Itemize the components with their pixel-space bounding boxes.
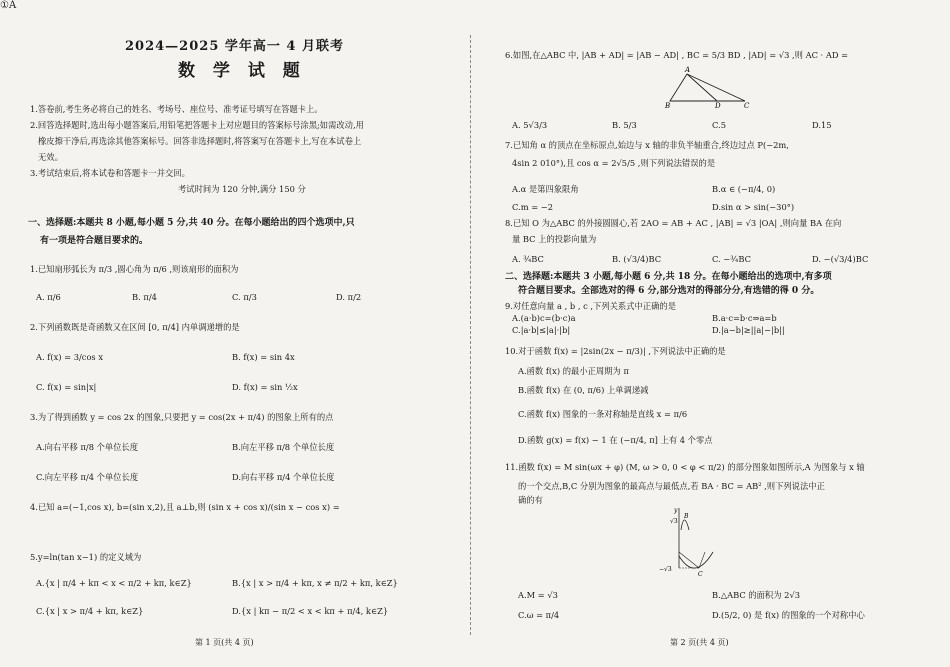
q10-option-c: C.函数 f(x) 图象的一条对称轴是直线 x = π/6 bbox=[518, 409, 688, 419]
q3-option-b: B.向左平移 π/8 个单位长度 bbox=[232, 442, 335, 452]
segment-ad bbox=[687, 74, 717, 101]
q2-option-d: D. f(x) = sin ½x bbox=[232, 382, 298, 392]
q6-option-c: C.5 bbox=[712, 120, 726, 130]
q4-stem: 4.已知 a=(−1,cos x), b=(sin x,2),且 a⊥b,则 (sin x + cos x)/(sin x − cos x) = bbox=[30, 502, 340, 512]
q1-stem: 1.已知扇形弧长为 π/3 ,圆心角为 π/6 ,则该扇形的面积为 bbox=[30, 264, 239, 274]
instruction-2: 2.回答选择题时,选出每小题答案后,用铅笔把答题卡上对应题目的答案标号涂黑;如需改动,用 bbox=[30, 120, 364, 130]
q8-option-c: C. −¾BC bbox=[712, 254, 751, 264]
section1-heading: 一、选择题:本题共 8 小题,每小题 5 分,共 40 分。在每小题给出的四个选项中,只 bbox=[28, 218, 355, 228]
instruction-3: 3.考试结束后,将本试卷和答题卡一并交回。 bbox=[30, 168, 190, 178]
q9-option-d: D.|a−b|≥||a|−|b|| bbox=[712, 325, 785, 335]
q7-option-c: C.m = −2 bbox=[512, 202, 554, 212]
label-a: A bbox=[685, 66, 691, 74]
q7-option-b: B.α ∈ (−π/4, 0) bbox=[712, 184, 776, 194]
label-minus-sqrt3: −√3 bbox=[659, 566, 672, 573]
q5-option-d: D.{x | kπ − π/2 < x < kπ + π/4, k∈Z} bbox=[232, 606, 389, 616]
q11-stem-end: 确的有 bbox=[518, 495, 543, 505]
q3-stem: 3.为了得到函数 y = cos 2x 的图象,只要把 y = cos(2x + π/4) 的图象上所有的点 bbox=[30, 412, 334, 422]
q2-option-a: A. f(x) = 3/cos x bbox=[36, 352, 104, 362]
q3-option-d: D.向右平移 π/4 个单位长度 bbox=[232, 472, 335, 482]
q7-option-d: D.sin α > sin(−30°) bbox=[712, 202, 795, 212]
q11-option-c: C.ω = π/4 bbox=[518, 610, 560, 620]
q1-option-b: B. π/4 bbox=[132, 292, 157, 302]
exam-page-2 bbox=[480, 0, 950, 667]
q11-option-a: A.M = √3 bbox=[518, 590, 558, 600]
page-divider bbox=[470, 35, 472, 635]
q11-option-b: B.△ABC 的面积为 2√3 bbox=[712, 590, 801, 600]
q11-graph-figure bbox=[659, 507, 745, 580]
q6-option-b: B. 5/3 bbox=[612, 120, 637, 130]
q8-stem-cont: 量 BC 上的投影向量为 bbox=[512, 234, 597, 244]
q8-option-d: D. −(√3/4)BC bbox=[812, 254, 869, 264]
label-sqrt3: √3 bbox=[670, 518, 678, 525]
q3-option-c: C.向左平移 π/4 个单位长度 bbox=[36, 472, 139, 482]
q2-option-c: C. f(x) = sin|x| bbox=[36, 382, 97, 392]
instruction-2-cont: 橡皮擦干净后,再选涂其他答案标号。回答非选择题时,将答案写在答题卡上,写在本试卷上 bbox=[38, 136, 362, 146]
instruction-2-end: 无效。 bbox=[38, 152, 63, 162]
y-axis-label: y bbox=[674, 507, 678, 514]
q5-stem: 5.y=ln(tan x−1) 的定义域为 bbox=[30, 552, 142, 562]
q2-stem: 2.下列函数既是奇函数又在区间 [0, π/4] 内单调递增的是 bbox=[30, 322, 240, 332]
q6-option-d: D.15 bbox=[812, 120, 832, 130]
q5-option-b: B.{x | x > π/4 + kπ, x ≠ π/2 + kπ, k∈Z} bbox=[232, 578, 398, 588]
q5-option-a: A.{x | π/4 + kπ < x < π/2 + kπ, k∈Z} bbox=[36, 578, 192, 588]
q1-option-a: A. π/6 bbox=[36, 292, 61, 302]
curve-peak bbox=[681, 520, 689, 530]
corner-mark: ①A bbox=[0, 0, 17, 11]
page-2-footer: 第 2 页(共 4 页) bbox=[670, 638, 729, 647]
q8-option-a: A. ¾BC bbox=[512, 254, 544, 264]
q8-stem: 8.已知 O 为△ABC 的外接圆圆心,若 2AO = AB + AC , |AB| = √3 |OA| ,则向量 BA 在向 bbox=[505, 218, 842, 228]
q9-option-a: A.(a·b)c=(b·c)a bbox=[512, 313, 576, 323]
label-d: D bbox=[715, 102, 721, 110]
q6-option-a: A. 5√3/3 bbox=[512, 120, 548, 130]
q3-option-a: A.向右平移 π/8 个单位长度 bbox=[36, 442, 139, 452]
exam-page-1 bbox=[0, 0, 470, 667]
q2-option-b: B. f(x) = sin 4x bbox=[232, 352, 295, 362]
section2-heading: 二、选择题:本题共 3 小题,每小题 6 分,共 18 分。在每小题给出的选项中,有多项 bbox=[505, 272, 832, 282]
q8-option-b: B. (√3/4)BC bbox=[612, 254, 662, 264]
q6-triangle-figure bbox=[665, 68, 755, 108]
q9-stem: 9.对任意向量 a , b , c ,下列关系式中正确的是 bbox=[505, 301, 677, 311]
section1-heading-cont: 有一项是符合题目要求的。 bbox=[40, 236, 149, 246]
page-1-footer: 第 1 页(共 4 页) bbox=[195, 638, 254, 647]
q11-option-d: D.(5/2, 0) 是 f(x) 的图象的一个对称中心 bbox=[712, 610, 865, 620]
triangle-abc bbox=[670, 74, 745, 101]
exam-title: 2024—2025 学年高一 4 月联考 bbox=[125, 39, 344, 54]
q7-stem: 7.已知角 α 的顶点在坐标原点,始边与 x 轴的非负半轴重合,终边过点 P(−2m, bbox=[505, 140, 789, 150]
q6-stem: 6.如图,在△ABC 中, |AB + AD| = |AB − AD| , BC = 5/3 BD , |AD| = √3 ,则 AC · AD = bbox=[505, 50, 849, 60]
label-b: B bbox=[665, 102, 671, 110]
section2-heading-cont: 符合题目要求。全部选对的得 6 分,部分选对的得部分分,有选错的得 0 分。 bbox=[518, 286, 820, 296]
label-b: B bbox=[684, 513, 689, 520]
label-c: C bbox=[698, 571, 703, 578]
instruction-1: 1.答卷前,考生务必将自己的姓名、考场号、座位号、准考证号填写在答题卡上。 bbox=[30, 104, 323, 114]
label-c: C bbox=[744, 102, 750, 110]
q11-stem-cont: 的一个交点,B,C 分别为图象的最高点与最低点,若 BA · BC = AB² ,则下列说法中正 bbox=[518, 481, 825, 491]
q7-stem-cont: 4sin 2 010°),且 cos α = 2√5/5 ,则下列说法错误的是 bbox=[512, 158, 716, 168]
subject-title: 数 学 试 题 bbox=[178, 61, 306, 81]
q10-option-a: A.函数 f(x) 的最小正周期为 π bbox=[518, 366, 629, 376]
q11-stem: 11.函数 f(x) = M sin(ωx + φ) (M, ω > 0, 0 < φ < π/2) 的部分图象如图所示,A 为图象与 x 轴 bbox=[505, 462, 865, 472]
q9-option-c: C.|a·b|≤|a|·|b| bbox=[512, 325, 571, 335]
q5-option-c: C.{x | x > π/4 + kπ, k∈Z} bbox=[36, 606, 144, 616]
q1-option-d: D. π/2 bbox=[336, 292, 362, 302]
q1-option-c: C. π/3 bbox=[232, 292, 257, 302]
q7-option-a: A.α 是第四象限角 bbox=[512, 184, 579, 194]
time-note: 考试时间为 120 分钟,满分 150 分 bbox=[178, 184, 306, 194]
q10-option-b: B.函数 f(x) 在 (0, π/6) 上单调递减 bbox=[518, 385, 649, 395]
q10-stem: 10.对于函数 f(x) = |2sin(2x − π/3)| ,下列说法中正确的是 bbox=[505, 346, 726, 356]
q9-option-b: B.a·c=b·c⇒a=b bbox=[712, 313, 777, 323]
q10-option-d: D.函数 g(x) = f(x) − 1 在 (−π/4, π] 上有 4 个零点 bbox=[518, 435, 713, 445]
